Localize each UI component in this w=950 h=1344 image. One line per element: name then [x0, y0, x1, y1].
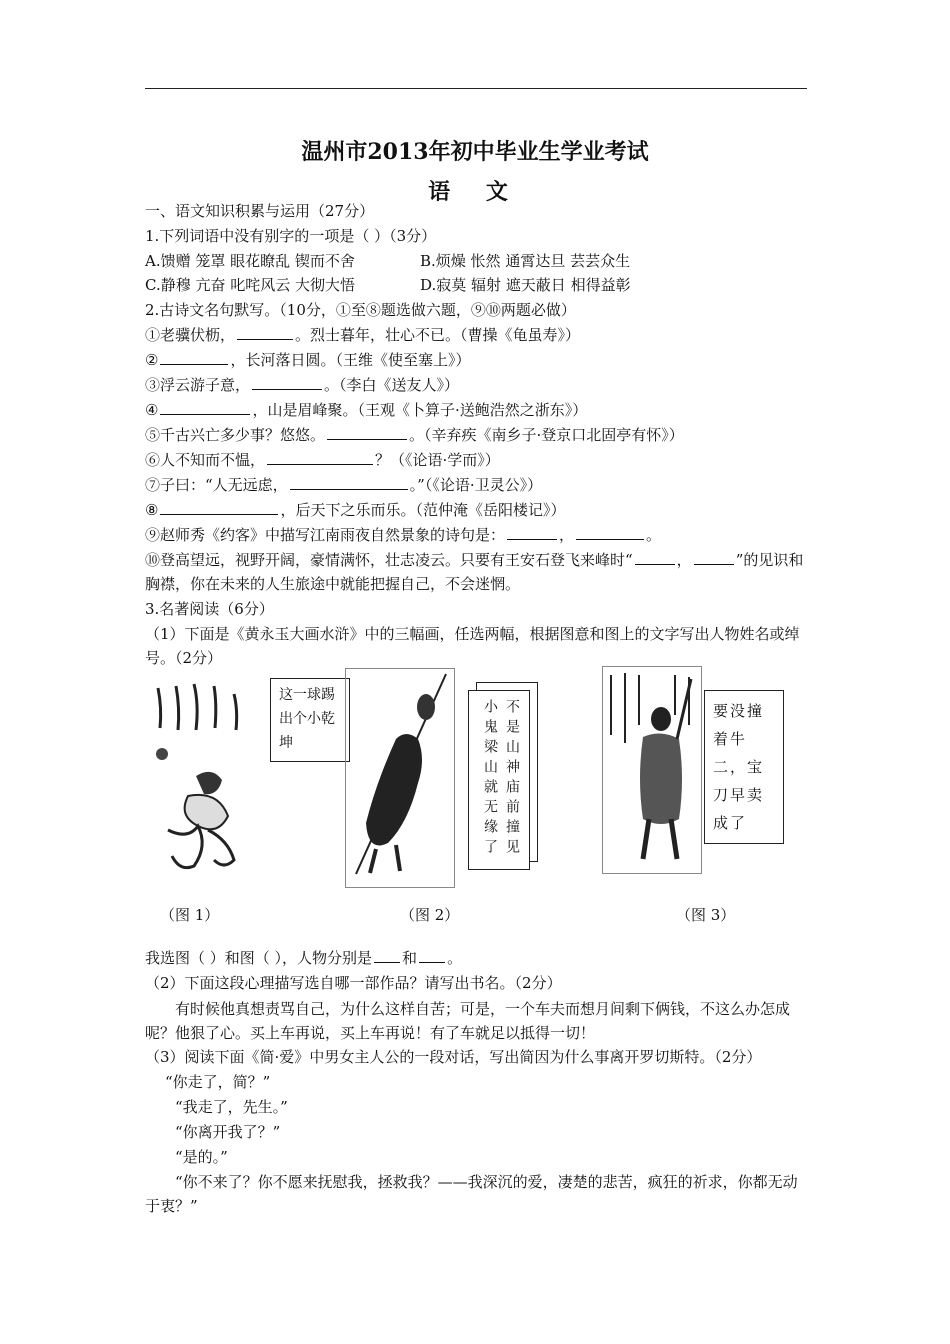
answer-blank[interactable] [160, 349, 228, 365]
answer-blank[interactable] [419, 947, 445, 963]
answer-blank[interactable] [160, 499, 278, 515]
exam-title: 温州市2013年初中毕业生学业考试 [301, 139, 649, 165]
answer-blank[interactable] [374, 947, 400, 963]
q2-item-9: ⑨赵师秀《约客》中描写江南雨夜自然景象的诗句是： ， 。 [145, 526, 662, 544]
answer-blank[interactable] [507, 524, 557, 540]
q2-item-3: ③浮云游子意， 。（李白《送友人》） [145, 376, 460, 394]
q1-option-a: A.馈赠 笼罩 眼花瞭乱 锲而不舍 [145, 252, 355, 270]
q3-part2: （2）下面这段心理描写选自哪一部作品？请写出书名。（2分） [145, 974, 562, 992]
q2-item-4: ④ ，山是眉峰聚。（王观《卜算子·送鲍浩然之浙东》） [145, 401, 588, 419]
answer-blank[interactable] [267, 449, 373, 465]
figure-3-caption: （图 3） [676, 906, 736, 924]
figure-2-bubble: 不是山神庙前撞见小鬼梁山就无缘了 [468, 690, 530, 870]
q3-excerpt: 有时候他真想责骂自己，为什么这样自苦；可是，一个车夫而想月间剩下俩钱，不这么办怎成呢？他狠了心。买上车再说，买上车再说！有了车就足以抵得一切！ [145, 1000, 791, 1042]
q2-item-10: ⑩登高望远，视野开阔，豪情满怀，壮志凌云。只要有王安石登飞来峰时“ ， ”的见识和胸襟，你在未来的人生旅途中就能把握自己，不会迷惘。 [145, 551, 804, 593]
q2-item-5: ⑤千古兴亡多少事？悠悠。 。（辛弃疾《南乡子·登京口北固亭有怀》） [145, 426, 684, 444]
answer-blank[interactable] [252, 374, 322, 390]
dialogue-line: “你离开我了？” [175, 1123, 281, 1141]
figure-3-illustration [602, 666, 702, 874]
q1-option-d: D.寂莫 辐射 遮天蔽日 相得益彰 [420, 276, 631, 294]
q1-option-b: B.烦燥 怅然 通霄达旦 芸芸众生 [420, 252, 631, 270]
answer-blank[interactable] [237, 324, 293, 340]
subject-title: 语 文 [428, 179, 522, 205]
q2-item-8: ⑧ ，后天下之乐而乐。（范仲淹《岳阳楼记》） [145, 501, 566, 519]
q1-stem: 1.下列词语中没有别字的一项是（ ）（3分） [145, 227, 437, 245]
answer-blank[interactable] [160, 399, 250, 415]
answer-blank[interactable] [576, 524, 644, 540]
dialogue-line: “你不来了？你不愿来抚慰我，拯救我？——我深沉的爱，凄楚的悲苦，疯狂的祈求，你都无动于衷？” [145, 1173, 798, 1215]
q3-stem: 3.名著阅读（6分） [145, 600, 274, 618]
q1-option-c: C.静穆 亢奋 叱咤风云 大彻大悟 [145, 276, 356, 294]
answer-blank[interactable] [635, 549, 675, 565]
figure-1-bubble: 这一球踢出个小乾坤 [270, 678, 350, 762]
q3-answer-line: 我选图（ ）和图（ ），人物分别是 和 。 [145, 949, 463, 967]
answer-blank[interactable] [290, 474, 408, 490]
q2-item-2: ② ，长河落日圆。（王维《使至塞上》） [145, 351, 471, 369]
dialogue-line: “是的。” [175, 1148, 228, 1166]
section-heading: 一、语文知识积累与运用（27分） [145, 202, 375, 220]
figure-2-caption: （图 2） [400, 906, 460, 924]
figure-3-bubble: 要没撞着牛二，宝刀早卖成了 [704, 690, 784, 844]
q2-item-7: ⑦子曰：“人无远虑， 。”（《论语·卫灵公》） [145, 476, 543, 494]
q2-item-1: ①老骥伏枥， 。烈士暮年，壮心不已。（曹操《龟虽寿》） [145, 326, 581, 344]
top-rule [145, 88, 807, 89]
answer-blank[interactable] [694, 549, 734, 565]
q3-part1: （1）下面是《黄永玉大画水浒》中的三幅画，任选两幅，根据图意和图上的文字写出人物姓名或绰号。（2分） [145, 625, 800, 667]
figure-1-illustration [148, 680, 254, 890]
q2-item-6: ⑥人不知而不愠， ？（《论语·学而》） [145, 451, 500, 469]
dialogue-line: “你走了，简？” [165, 1073, 271, 1091]
figure-2-illustration [345, 668, 455, 888]
dialogue-line: “我走了，先生。” [175, 1098, 288, 1116]
q3-part3: （3）阅读下面《简·爱》中男女主人公的一段对话，写出简因为什么事离开罗切斯特。（2分） [145, 1048, 762, 1066]
figure-1-caption: （图 1） [160, 906, 220, 924]
answer-blank[interactable] [327, 424, 407, 440]
q2-stem: 2.古诗文名句默写。（10分，①至⑧题选做六题，⑨⑩两题必做） [145, 301, 576, 319]
